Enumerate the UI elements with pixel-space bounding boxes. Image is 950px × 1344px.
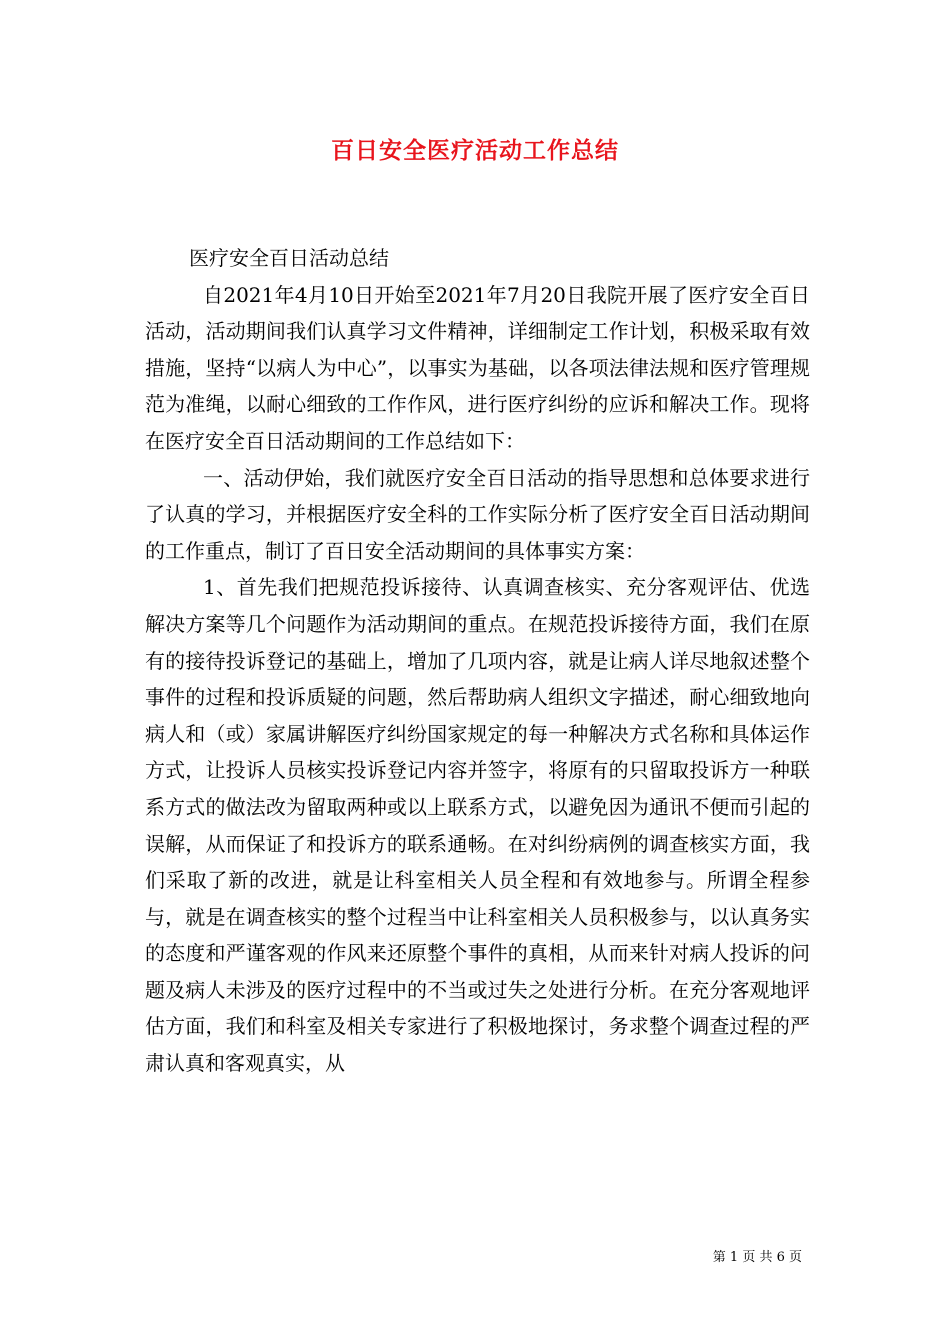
document-subtitle: 医疗安全百日活动总结 [189,246,389,270]
document-title: 百日安全医疗活动工作总结 [331,137,619,164]
page-footer: 第 1 页 共 6 页 [712,1250,802,1265]
paragraph-item-one: 1、首先我们把规范投诉接待、认真调查核实、充分客观评估、优选解决方案等几个问题作为活动期间的重点。在规范投诉接待方面，我们在原有的接待投诉登记的基础上，增加了几项内容，就是让病人详尽地叙述整个事件的过程和投诉质疑的问题，然后帮助病人组织文字描述，耐心细致地向病人和（或）家属讲解医疗纠纷国家规定的每一种解决方式名称和具体运作方式，让投诉人员核实投诉登记内容并签字，将原有的只留取投诉方一种联系方式的做法改为留取两种或以上联系方式，以避免因为通讯不便而引起的误解，从而保证了和投诉方的联系通畅。在对纠纷病例的调查核实方面，我们采取了新的改进，就是让科室相关人员全程和有效地参与。所谓全程参与，就是在调查核实的整个过程当中让科室相关人员积极参与，以认真务实的态度和严谨客观的作风来还原整个事件的真相，从而来针对病人投诉的问题及病人未涉及的医疗过程中的不当或过失之处进行分析。在充分客观地评估方面，我们和科室及相关专家进行了积极地探讨，务求整个调查过程的严肃认真和客观真实，从 [145,575,810,1076]
document-body [145,240,810,1082]
paragraph-intro: 自2021年4月10日开始至2021年7月20日我院开展了医疗安全百日活动，活动期间我们认真学习文件精神，详细制定工作计划，积极采取有效措施，坚持“以病人为中心”，以事实为基础，以各项法律法规和医疗管理规范为准绳，以耐心细致的工作作风，进行医疗纠纷的应诉和解决工作。现将在医疗安全百日活动期间的工作总结如下： [145,282,810,453]
paragraph-section-one: 一、活动伊始，我们就医疗安全百日活动的指导思想和总体要求进行了认真的学习，并根据医疗安全科的工作实际分析了医疗安全百日活动期间的工作重点，制订了百日安全活动期间的具体事实方案： [145,465,810,563]
